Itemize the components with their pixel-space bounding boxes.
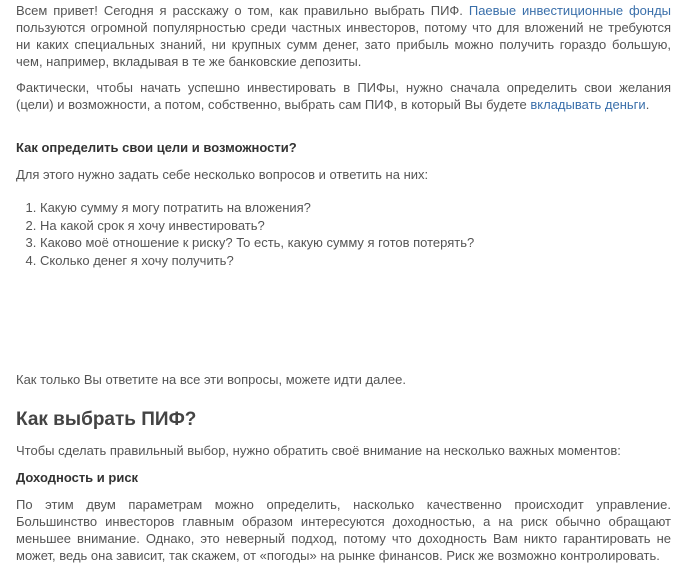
return-risk-paragraph: По этим двум параметрам можно определить, насколько качественно происходит управление. Большинство инвесторов главным образом интересуются доходностью, а на риск обычно обращают меньшее внимание. Однако, это неверный подход, потому что доходность Вам никто гарантировать не может, ведь она зависит, так скажем, от «погоды» на рынке финансов. Риск же возможно контролировать.: [16, 497, 671, 563]
intro-text-end: пользуются огромной популярностью среди частных инвесторов, потому что для вложений не требуются ни каких специальных знаний, ни крупных сумм денег, зато прибыль можно получить гораздо большую, чем, например, вкладывая в те же банковские депозиты.: [16, 20, 671, 69]
list-item: 2. На какой срок я хочу инвестировать?: [40, 217, 474, 235]
intro-text-start: Всем привет! Сегодня я расскажу о том, как правильно выбрать ПИФ.: [16, 3, 469, 18]
list-item: 3. Каково моё отношение к риску? То есть, какую сумму я готов потерять?: [40, 234, 474, 252]
list-item: 4. Сколько денег я хочу получить?: [40, 252, 474, 270]
after-questions-text: Как только Вы ответите на все эти вопросы, можете идти далее.: [16, 372, 407, 387]
choose-fund-heading: Как выбрать ПИФ?: [16, 409, 197, 430]
choose-fund-lead: Чтобы сделать правильный выбор, нужно обратить своё внимание на несколько важных моментов:: [16, 443, 621, 458]
intro-paragraph: [16, 2, 671, 70]
questions-list: [16, 199, 474, 269]
goals-paragraph: [16, 79, 671, 113]
mutual-funds-link[interactable]: Паевые инвестиционные фонды: [468, 3, 672, 18]
list-item: 1. Какую сумму я могу потратить на вложения?: [40, 199, 474, 217]
invest-money-link[interactable]: вкладывать деньги: [530, 97, 646, 112]
goals-text-start: Фактически, чтобы начать успешно инвестировать в ПИФы, нужно сначала определить свои желания (цели) и возможности, а потом, собственно, выбрать сам ПИФ, в который Вы будете: [16, 80, 671, 112]
return-risk-heading: Доходность и риск: [16, 470, 139, 485]
questions-lead: Для этого нужно задать себе несколько вопросов и ответить на них:: [16, 167, 429, 182]
goals-text-end: .: [645, 97, 650, 112]
goals-heading: Как определить свои цели и возможности?: [16, 140, 297, 155]
